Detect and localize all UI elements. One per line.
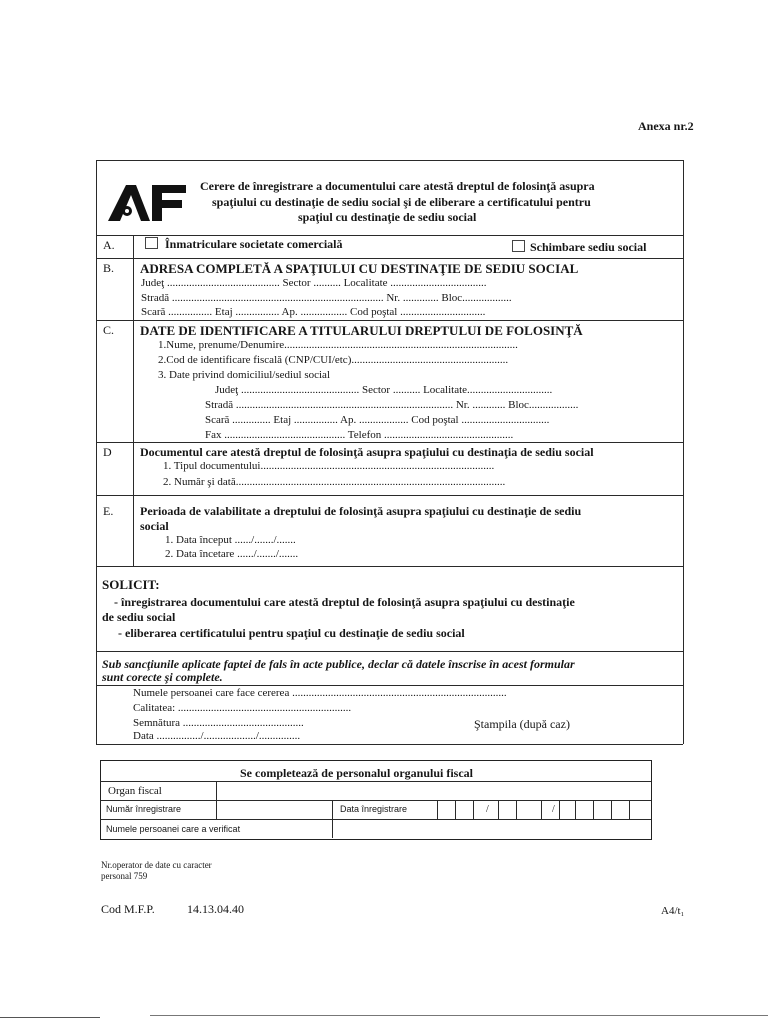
option-inmatriculare-label: Înmatriculare societate comercială [165,237,343,251]
section-d-title: Documentul care atestă dreptul de folosinţă asupra spaţiului cu destinaţia de sediu social [140,445,594,459]
section-b-line-3[interactable]: Scară ................ Etaj ................ Ap. ................. Cod poştal ............................... [141,306,486,318]
declaration-top-line [96,651,683,652]
solicit-line-3: - eliberarea certificatului pentru spaţiul cu destinaţie de sediu social [118,626,465,640]
quality-field[interactable]: Calitatea: ............................................................... [133,702,352,714]
page-format-label: A4/t₁ [661,905,685,917]
section-c-item-3: 3. Date privind domiciliul/sediul social [158,369,330,381]
applicant-name-field[interactable]: Numele persoanei care face cererea .............................................................................. [133,687,507,699]
checkbox-inmatriculare[interactable] [145,237,158,249]
date-separator-1: / [486,804,489,815]
section-e-start-date[interactable]: 1. Data început ....../......./....... [165,534,296,546]
main-box-left [96,160,97,744]
section-d-item-2[interactable]: 2. Număr şi dată.................................................................................................. [163,476,506,488]
form-title-line-1: Cerere de înregistrare a documentului care atestă dreptul de folosinţă asupra [200,179,595,193]
checkbox-schimbare-sediu[interactable] [512,240,525,252]
office-verifier-label: Numele persoanei care a verificat [106,824,241,834]
date-field[interactable]: Data ................/.................../............... [133,730,301,742]
section-c-letter: C. [103,323,115,337]
section-b-title: ADRESA COMPLETĂ A SPAŢIULUI CU DESTINAŢIE DE SEDIU SOCIAL [140,261,579,276]
section-b-line-1[interactable]: Judeţ ......................................... Sector .......... Localitate ................................... [141,277,487,289]
operator-note-line-1: Nr.operator de date cu caracter [101,860,212,870]
letter-column-divider [133,235,134,566]
office-reg-number-label: Număr înregistrare [106,804,182,814]
section-c-title: DATE DE IDENTIFICARE A TITULARULUI DREPTULUI DE FOLOSINŢĂ [140,323,583,338]
solicit-line-2: de sediu social [102,610,176,624]
section-b-top-line [96,258,683,259]
scan-edge-line-left [0,1017,100,1018]
declaration-line-2: sunt corecte şi complete. [102,670,223,684]
office-reg-date-label: Data înregistrare [340,804,408,814]
office-col-organ [216,781,217,819]
section-c-address-2[interactable]: Stradă ............................................................................... Nr. ............ Bloc.................. [205,399,579,411]
office-row-line-2 [100,800,651,801]
declaration-underline [96,685,683,686]
office-reg-number-field[interactable] [218,802,330,818]
section-e-title-2: social [140,519,169,533]
office-organ-label: Organ fiscal [108,785,162,797]
annex-label: Anexa nr.2 [638,119,694,133]
office-organ-field[interactable] [218,783,648,799]
af-logo [106,181,188,223]
main-box-bottom [96,744,683,745]
form-title-line-2: spaţiului cu destinaţie de sediu social şi de eliberare a certificatului pentru [212,195,591,209]
office-col-mid [332,800,333,838]
form-title-line-3: spaţiul cu destinaţie de sediu social [298,210,477,224]
section-d-letter: D [103,445,112,459]
section-b-line-2[interactable]: Stradă ............................................................................. Nr. ............. Bloc.................. [141,292,512,304]
section-d-item-1[interactable]: 1. Tipul documentului..................................................................................... [163,460,495,472]
mfp-code-value: 14.13.04.40 [187,902,244,916]
office-use-heading: Se completează de personalul organului fiscal [240,766,473,780]
office-col-date-label [437,800,438,819]
section-e-letter: E. [103,504,114,518]
section-c-item-1[interactable]: 1.Nume, prenume/Denumire..................................................................................... [158,339,518,351]
stamp-label: Ştampila (după caz) [474,717,570,731]
operator-note-line-2: personal 759 [101,871,148,881]
office-row-line-1 [100,781,651,782]
mfp-code-label: Cod M.F.P. [101,902,155,916]
solicit-line-1: - înregistrarea documentului care atestă dreptul de folosinţă asupra spaţiului cu destinaţie [114,595,575,609]
section-c-item-2[interactable]: 2.Cod de identificare fiscală (CNP/CUI/etc)......................................................... [158,354,509,366]
section-c-address-4[interactable]: Fax ............................................ Telefon ............................................... [205,429,514,441]
section-c-address-1[interactable]: Judeţ ........................................... Sector .......... Localitate............................... [215,384,553,396]
solicit-heading: SOLICIT: [102,577,160,592]
section-e-end-date[interactable]: 2. Data încetare ....../......./....... [165,548,299,560]
solicit-top-line [96,566,683,567]
section-a-letter: A. [103,238,115,252]
signature-field[interactable]: Semnătura ............................................ [133,717,304,729]
section-c-address-3[interactable]: Scară .............. Etaj ................ Ap. .................. Cod poştal ................................ [205,414,550,426]
declaration-line-1: Sub sancţiunile aplicate faptei de fals în acte publice, declar că datele înscrise în acest formular [102,657,575,671]
section-c-top-line [96,320,683,321]
section-d-top-line [96,442,683,443]
section-e-top-line [96,495,683,496]
option-schimbare-label: Schimbare sediu social [530,240,647,254]
section-b-letter: B. [103,261,115,275]
office-reg-date-field[interactable] [439,802,648,818]
date-separator-2: / [552,804,555,815]
scan-edge-line-right [150,1015,768,1016]
section-a-top-line [96,235,683,236]
office-row-line-3 [100,819,651,820]
office-verifier-field[interactable] [334,821,648,837]
main-box-right [683,160,684,744]
section-e-title-1: Perioada de valabilitate a dreptului de folosinţă asupra spaţiului cu destinaţie de sediu [140,504,582,518]
main-box-top [96,160,683,161]
